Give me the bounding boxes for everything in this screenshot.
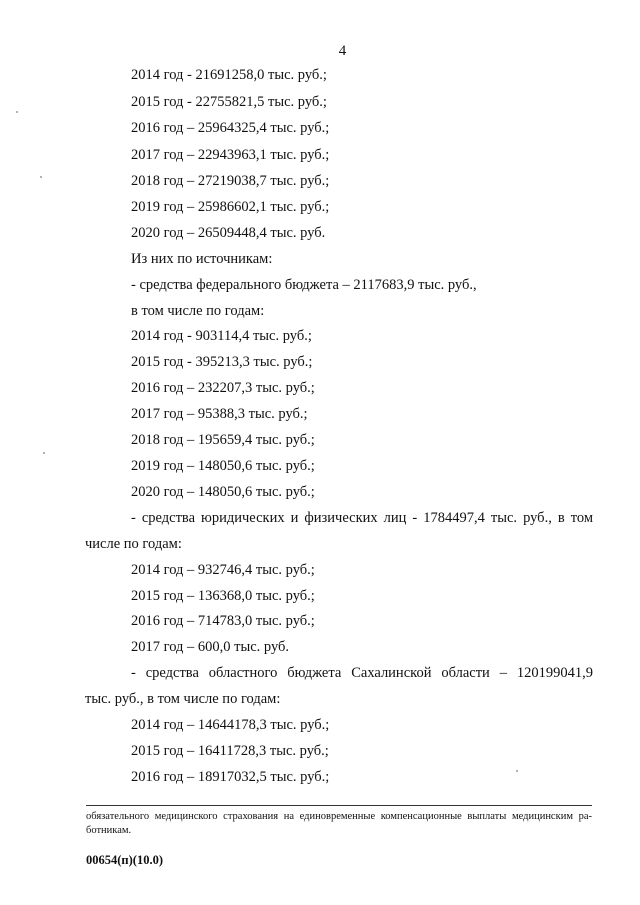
text-line: 2020 год – 26509448,4 тыс. руб. xyxy=(131,225,326,241)
text-line: 2014 год – 14644178,3 тыс. руб.; xyxy=(131,717,330,733)
text-line: 2015 год - 395213,3 тыс. руб.; xyxy=(131,354,313,370)
scan-speck xyxy=(16,111,18,113)
text-line: Из них по источникам: xyxy=(131,251,273,267)
text-line: 2014 год - 21691258,0 тыс. руб.; xyxy=(131,67,327,83)
document-code: 00654(п)(10.0) xyxy=(86,853,163,867)
page-number: 4 xyxy=(338,43,347,59)
text-line: 2018 год – 27219038,7 тыс. руб.; xyxy=(131,173,330,189)
text-line: 2016 год – 25964325,4 тыс. руб.; xyxy=(131,120,330,136)
text-line: 2015 год – 16411728,3 тыс. руб.; xyxy=(131,743,329,759)
text-line: 2019 год – 25986602,1 тыс. руб.; xyxy=(131,199,330,215)
text-line: 2016 год – 18917032,5 тыс. руб.; xyxy=(131,769,330,785)
text-line: 2016 год – 232207,3 тыс. руб.; xyxy=(131,380,315,396)
text-line: 2016 год – 714783,0 тыс. руб.; xyxy=(131,613,315,629)
footnote-line: обязательного медицинского страхования на единовременные компенсационные выплаты медицинским ра- xyxy=(86,811,592,822)
text-line: 2014 год - 903114,4 тыс. руб.; xyxy=(131,328,312,344)
text-line: 2017 год – 95388,3 тыс. руб.; xyxy=(131,406,308,422)
scan-speck xyxy=(40,176,42,178)
scan-speck xyxy=(516,770,518,772)
paragraph-first-line: - средства юридических и физических лиц - 1784497,4 тыс. руб., в том xyxy=(131,510,593,526)
text-line: 2015 год – 136368,0 тыс. руб.; xyxy=(131,588,315,604)
text-line: числе по годам: xyxy=(85,536,182,552)
scan-speck xyxy=(43,452,45,454)
text-line: 2019 год – 148050,6 тыс. руб.; xyxy=(131,458,315,474)
text-line: в том числе по годам: xyxy=(131,303,265,319)
text-line: 2018 год – 195659,4 тыс. руб.; xyxy=(131,432,315,448)
text-line: 2014 год – 932746,4 тыс. руб.; xyxy=(131,562,315,578)
text-line: 2017 год – 600,0 тыс. руб. xyxy=(131,639,290,655)
text-line: - средства федерального бюджета – 2117683,9 тыс. руб., xyxy=(131,277,477,293)
paragraph-first-line: - средства областного бюджета Сахалинской области – 120199041,9 xyxy=(131,665,593,681)
text-line: тыс. руб., в том числе по годам: xyxy=(85,691,281,707)
text-line: 2015 год - 22755821,5 тыс. руб.; xyxy=(131,94,327,110)
text-line: 2017 год – 22943963,1 тыс. руб.; xyxy=(131,147,330,163)
footnote-line: ботникам. xyxy=(86,825,132,836)
footnote-separator xyxy=(86,805,592,806)
text-line: 2020 год – 148050,6 тыс. руб.; xyxy=(131,484,315,500)
